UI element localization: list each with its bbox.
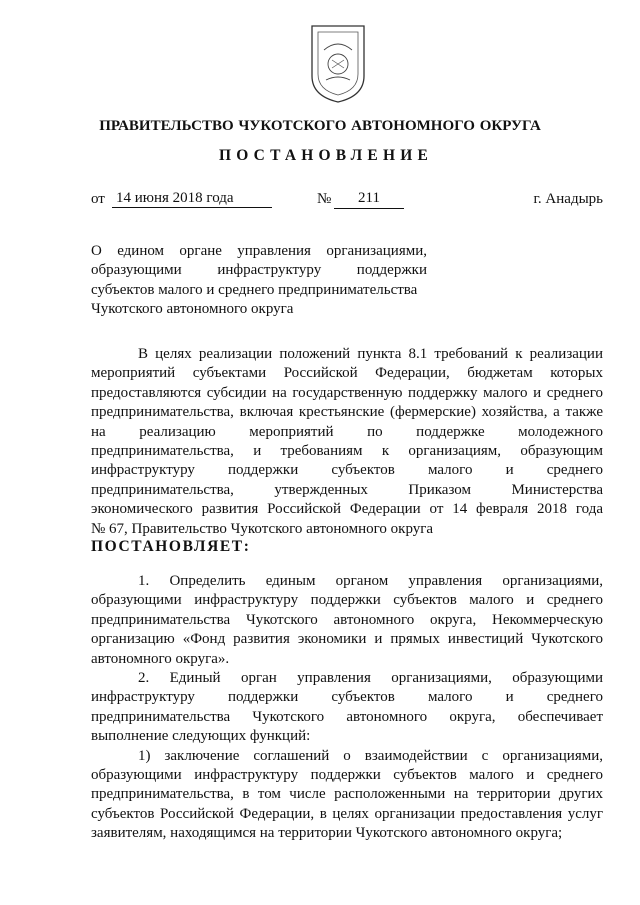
preamble-line: предпринимательства, утвержденных Приказом Министерства	[91, 481, 603, 498]
subject-line: образующими инфраструктуру поддержки	[91, 262, 427, 279]
preamble-line: предпринимательства, включая крестьянские (фермерские) хозяйства, а также	[91, 404, 603, 421]
body-line: 1) заключение соглашений о взаимодействии с организациями,	[138, 747, 603, 764]
body-line: выполнение следующих функций:	[91, 728, 311, 745]
preamble-line: экономического развития Российской Федерации от 14 февраля 2018 года	[91, 501, 603, 518]
document-date: 14 июня 2018 года	[112, 191, 272, 208]
body-line: образующими инфраструктуру поддержки субъектов малого и среднего	[91, 592, 603, 609]
preamble-line: инфраструктуру поддержки субъектов малого и среднего	[91, 462, 603, 479]
body-line: 2. Единый орган управления организациями, образующими	[138, 670, 603, 687]
body-line: предпринимательства Чукотского автономного округа, обеспечивает	[91, 708, 603, 725]
preamble-line: предоставляются субсидии на государственную поддержку малого и среднего	[91, 384, 603, 401]
document-type-heading: ПОСТАНОВЛЕНИЕ	[218, 147, 434, 164]
subject-line: О едином органе управления организациями,	[91, 243, 427, 259]
body-line: организацию «Фонд развития экономики и прямых инвестиций Чукотского	[91, 631, 603, 648]
document-city: г. Анадырь	[533, 191, 603, 207]
body-line: автономного округа».	[91, 650, 230, 667]
document-number: 211	[334, 191, 404, 209]
number-label: №	[317, 191, 332, 207]
preamble-line: В целях реализации положений пункта 8.1 требований к реализации	[138, 346, 603, 362]
preamble-line: на реализацию мероприятий по поддержке молодежного	[91, 423, 603, 440]
preamble-line: № 67, Правительство Чукотского автономного округа	[91, 520, 434, 537]
body-line: субъектов Российской Федерации, в целях организации предоставления услуг	[91, 805, 603, 822]
body-line: инфраструктуру поддержки субъектов малого и среднего	[91, 689, 603, 706]
decree-heading: ПОСТАНОВЛЯЕТ:	[91, 538, 251, 555]
body-line: заявителям, находящимся на территории Чукотского автономного округа;	[91, 825, 563, 842]
date-prefix: от	[91, 191, 105, 207]
organization-title: ПРАВИТЕЛЬСТВО ЧУКОТСКОГО АВТОНОМНОГО ОКРУГА	[99, 118, 541, 134]
body-line: предпринимательства Чукотского автономного округа, Некоммерческую	[91, 611, 603, 628]
decree-body	[91, 572, 603, 844]
preamble-paragraph	[91, 345, 603, 539]
document-meta	[91, 191, 603, 211]
document-subject	[91, 242, 427, 320]
chukotka-coat-of-arms-icon	[304, 20, 372, 106]
body-line: образующими инфраструктуру поддержки субъектов малого и среднего	[91, 767, 603, 784]
body-line: предпринимательства, в том числе расположенными на территории других	[91, 786, 603, 803]
subject-line: субъектов малого и среднего предпринимательства	[91, 281, 418, 298]
subject-line: Чукотского автономного округа	[91, 301, 294, 318]
preamble-line: предпринимательства, и требованиям к организациям, образующим	[91, 443, 603, 460]
preamble-line: мероприятий субъектами Российской Федерации, бюджетам которых	[91, 365, 603, 382]
body-line: 1. Определить единым органом управления организациями,	[138, 573, 603, 589]
